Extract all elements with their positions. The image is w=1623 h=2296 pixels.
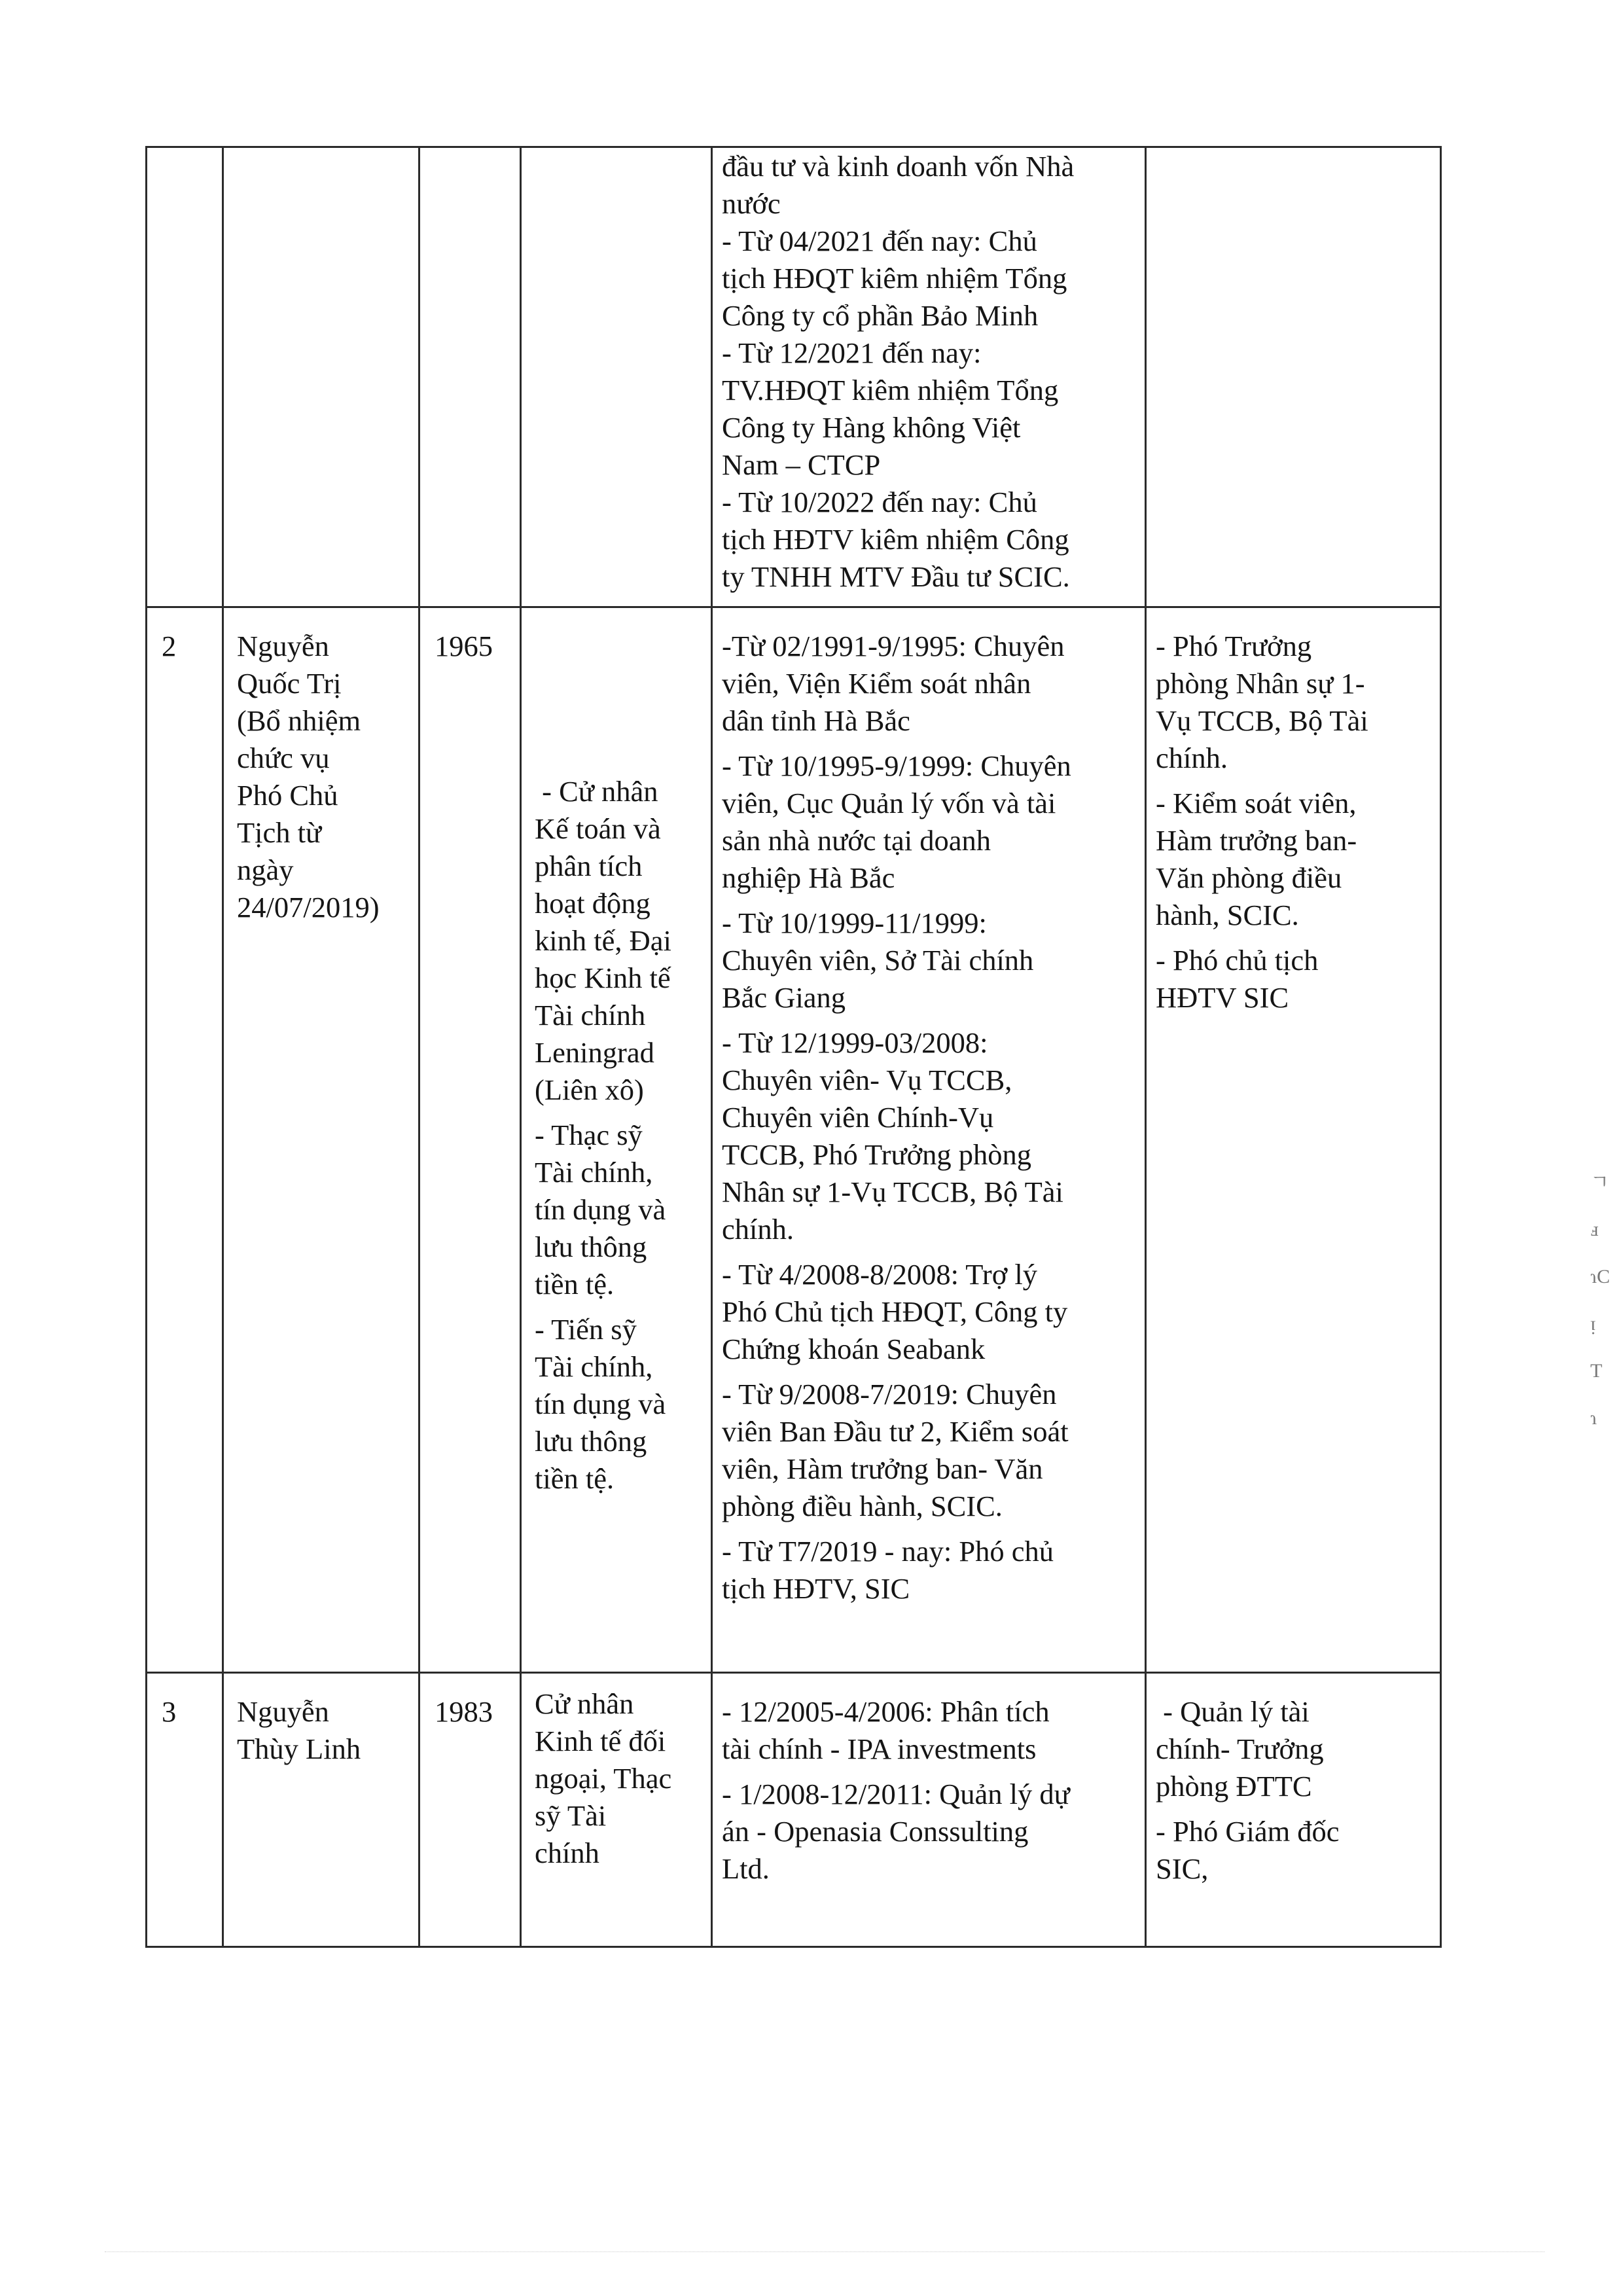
cell-line: nước (722, 187, 781, 220)
cell-paragraph (722, 628, 1145, 740)
cell-line: sản nhà nước tại doanh (722, 824, 991, 857)
cell-line: hành, SCIC. (1156, 899, 1299, 931)
cell-paragraph (1156, 785, 1440, 934)
cell-line: kinh tế, Đại (535, 924, 671, 957)
cell-paragraph (722, 148, 1145, 596)
cell-line: Bắc Giang (722, 981, 846, 1014)
cell-line: Chuyên viên- Vụ TCCB, (722, 1064, 1012, 1096)
table-row-nguyen-thuy-linh (147, 1673, 1441, 1947)
stt-cell (147, 147, 223, 607)
cell-line: - Từ 9/2008-7/2019: Chuyên (722, 1378, 1057, 1410)
cell-line: -Từ 02/1991-9/1995: Chuyên (722, 630, 1065, 662)
cell-line: - Từ 4/2008-8/2008: Trợ lý (722, 1258, 1038, 1291)
cell-line: Phó Chủ tịch HĐQT, Công ty (722, 1295, 1068, 1328)
cell-line: án - Openasia Conssulting (722, 1815, 1029, 1848)
cell-line: - 1/2008-12/2011: Quản lý dự (722, 1778, 1070, 1810)
edge-mark: ɿC (1590, 1266, 1610, 1287)
education-cell (521, 607, 712, 1673)
cell-paragraph (535, 1117, 711, 1303)
cell-paragraph (1156, 1693, 1440, 1805)
cell-line: phòng Nhân sự 1- (1156, 667, 1365, 700)
experience-cell (712, 147, 1146, 607)
personnel-table (145, 146, 1442, 1948)
cell-line: Chứng khoán Seabank (722, 1333, 986, 1365)
table-row-nguyen-quoc-tri (147, 607, 1441, 1673)
cell-paragraph (722, 1533, 1145, 1607)
cell-line: Văn phòng điều (1156, 861, 1342, 894)
cell-line: SIC, (1156, 1852, 1209, 1885)
cell-line: chính- Trưởng (1156, 1732, 1324, 1765)
cell-line: - 12/2005-4/2006: Phân tích (722, 1695, 1050, 1728)
cell-line: học Kinh tế (535, 961, 671, 994)
cell-line: sỹ Tài (535, 1799, 607, 1832)
cell-line: - Phó Giám đốc (1156, 1815, 1340, 1848)
cell-line: Phó Chủ (237, 779, 338, 812)
year-cell: 1965 (419, 607, 521, 1673)
cell-line: - Tiến sỹ (535, 1313, 637, 1346)
cell-paragraph (722, 1376, 1145, 1525)
cell-line: dân tỉnh Hà Bắc (722, 704, 910, 737)
cell-line: - Cử nhân (535, 775, 658, 808)
stt-cell: 3 (147, 1673, 223, 1947)
page-bottom-rule (105, 2251, 1544, 2252)
cell-line: TV.HĐQT kiêm nhiệm Tổng (722, 374, 1059, 406)
cell-line: tịch HĐQT kiêm nhiệm Tổng (722, 262, 1067, 295)
cell-line: lưu thông (535, 1230, 647, 1263)
cell-line: - Từ 10/1999-11/1999: (722, 906, 987, 939)
cell-line: - Từ T7/2019 - nay: Phó chủ (722, 1535, 1054, 1568)
name-cell (223, 147, 419, 607)
cell-line: phân tích (535, 850, 643, 882)
cell-line: Hàm trưởng ban- (1156, 824, 1357, 857)
cell-paragraph (722, 1256, 1145, 1368)
cell-line: 24/07/2019) (237, 891, 380, 924)
cell-line: - Từ 10/2022 đến nay: Chủ (722, 486, 1037, 518)
table-row-continued (147, 147, 1441, 607)
cell-line: - Thạc sỹ (535, 1119, 643, 1151)
cell-line: Quốc Trị (237, 667, 342, 700)
cell-line: Nam – CTCP (722, 448, 881, 481)
cell-line: tiền tệ. (535, 1268, 615, 1300)
cell-paragraph (722, 905, 1145, 1016)
cell-line: Công ty Hàng không Việt (722, 411, 1021, 444)
cell-line: nghiệp Hà Bắc (722, 861, 895, 894)
cell-line: Thùy Linh (237, 1732, 361, 1765)
experience-cell (712, 607, 1146, 1673)
cell-line: tịch HĐTV, SIC (722, 1572, 910, 1605)
cell-line: Ltd. (722, 1852, 770, 1885)
cell-line: Kinh tế đối (535, 1725, 666, 1757)
cell-line: chính. (722, 1213, 794, 1246)
cell-line: - Quản lý tài (1156, 1695, 1310, 1728)
cell-line: viên, Viện Kiểm soát nhân (722, 667, 1031, 700)
edge-mark: ᴉ (1590, 1313, 1596, 1335)
experience-cell (712, 1673, 1146, 1947)
cell-line: (Bổ nhiệm (237, 704, 361, 737)
cell-line: Tài chính (535, 999, 646, 1031)
cell-line: hoạt động (535, 887, 651, 920)
cell-paragraph (535, 1311, 711, 1498)
cell-line: - Từ 12/2021 đến nay: (722, 336, 982, 369)
positions-cell (1146, 1673, 1441, 1947)
education-cell (521, 147, 712, 607)
education-cell (521, 1673, 712, 1947)
cell-line: tín dụng và (535, 1193, 666, 1226)
cell-line: ngoại, Thạc (535, 1762, 672, 1795)
cell-line: chính (535, 1837, 599, 1869)
cell-line: HĐTV SIC (1156, 981, 1289, 1014)
cell-line: tài chính - IPA investments (722, 1732, 1037, 1765)
cell-line: (Liên xô) (535, 1073, 644, 1106)
cell-paragraph (1156, 942, 1440, 1016)
cell-line: Tài chính, (535, 1350, 653, 1383)
edge-mark: T (1590, 1360, 1603, 1382)
cell-line: đầu tư và kinh doanh vốn Nhà (722, 150, 1075, 183)
cell-line: Nguyễn (237, 630, 329, 662)
positions-cell (1146, 607, 1441, 1673)
cell-paragraph (722, 1693, 1145, 1768)
cell-line: Vụ TCCB, Bộ Tài (1156, 704, 1368, 737)
cell-paragraph (722, 747, 1145, 897)
name-cell (223, 607, 419, 1673)
cell-line: tín dụng và (535, 1388, 666, 1420)
cell-line: Leningrad (535, 1036, 654, 1069)
year-cell (419, 147, 521, 607)
cell-line: Nguyễn (237, 1695, 329, 1728)
cell-line: Cử nhân (535, 1687, 634, 1720)
cell-line: Chuyên viên Chính-Vụ (722, 1101, 994, 1134)
cell-paragraph (1156, 628, 1440, 777)
cell-paragraph (722, 1776, 1145, 1888)
edge-mark: ⅎ (1590, 1219, 1599, 1240)
cell-line: Tài chính, (535, 1156, 653, 1189)
cell-line: Công ty cổ phần Bảo Minh (722, 299, 1039, 332)
cell-line: tiền tệ. (535, 1462, 615, 1495)
cell-line: lưu thông (535, 1425, 647, 1458)
cell-line: phòng điều hành, SCIC. (722, 1490, 1003, 1522)
cell-line: viên Ban Đầu tư 2, Kiểm soát (722, 1415, 1069, 1448)
cell-line: - Phó Trưởng (1156, 630, 1312, 662)
cell-line: chính. (1156, 742, 1228, 774)
edge-mark: ㄱ (1590, 1172, 1609, 1193)
cell-line: Kế toán và (535, 812, 661, 845)
cell-line: TCCB, Phó Trưởng phòng (722, 1138, 1032, 1171)
name-cell (223, 1673, 419, 1947)
cell-line: Nhân sự 1-Vụ TCCB, Bộ Tài (722, 1175, 1063, 1208)
cell-line: - Phó chủ tịch (1156, 944, 1319, 977)
positions-cell (1146, 147, 1441, 607)
cell-line: viên, Cục Quản lý vốn và tài (722, 787, 1056, 819)
cell-line: tịch HĐTV kiêm nhiệm Công (722, 523, 1069, 556)
cell-line: ty TNHH MTV Đầu tư SCIC. (722, 560, 1070, 593)
cell-paragraph (1156, 1813, 1440, 1888)
cell-paragraph (722, 1024, 1145, 1248)
cell-line: - Kiểm soát viên, (1156, 787, 1357, 819)
cell-line: chức vụ (237, 742, 330, 774)
cell-paragraph (535, 773, 711, 1109)
cell-line: - Từ 10/1995-9/1999: Chuyên (722, 749, 1071, 782)
stt-cell: 2 (147, 607, 223, 1673)
cell-line: - Từ 12/1999-03/2008: (722, 1026, 988, 1059)
cell-paragraph (535, 1685, 711, 1872)
year-cell: 1983 (419, 1673, 521, 1947)
edge-mark: ɿ (1590, 1407, 1597, 1429)
cell-line: viên, Hàm trưởng ban- Văn (722, 1452, 1043, 1485)
binding-edge-marks (1590, 1172, 1616, 1460)
cell-line: Chuyên viên, Sở Tài chính (722, 944, 1034, 977)
cell-line: ngày (237, 853, 294, 886)
cell-line: - Từ 04/2021 đến nay: Chủ (722, 224, 1037, 257)
cell-line: phòng ĐTTC (1156, 1770, 1312, 1803)
cell-line: Tịch từ (237, 816, 322, 849)
